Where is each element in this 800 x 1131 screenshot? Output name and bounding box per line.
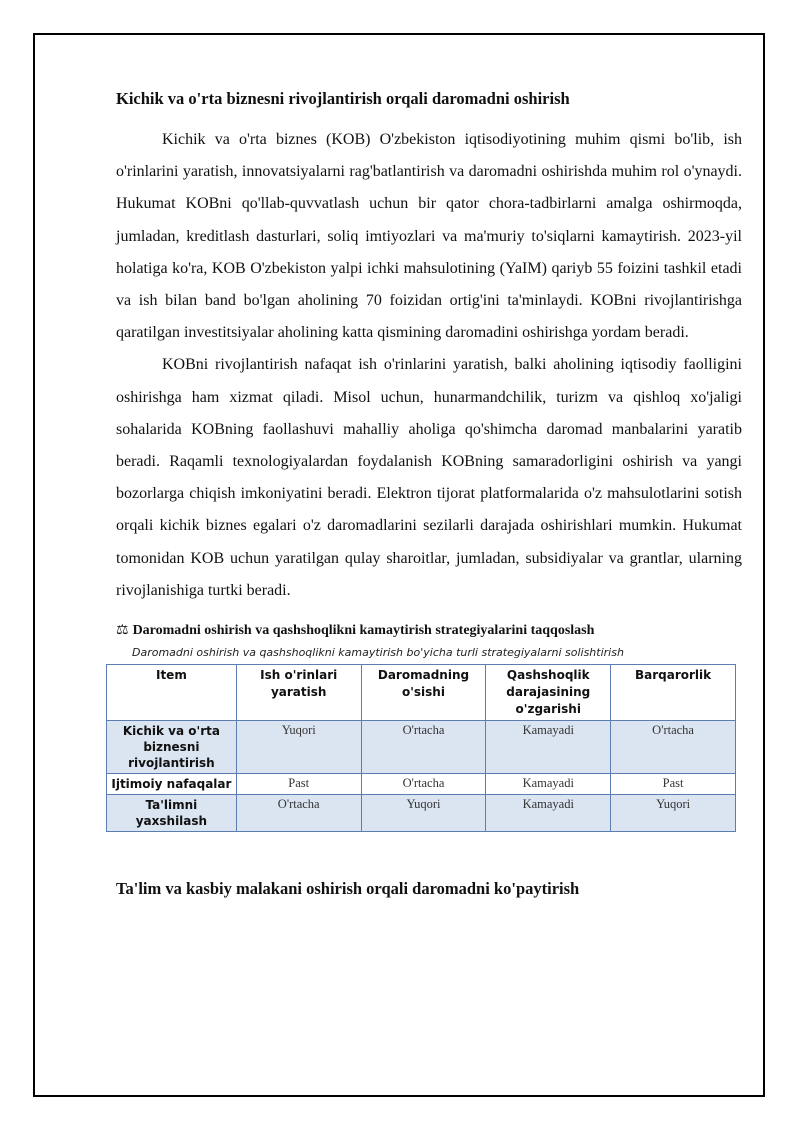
table-subtitle: Daromadni oshirish va qashshoqlikni kamaytirish bo'yicha turli strategiyalarni solishtirish xyxy=(132,646,624,660)
column-header: Item xyxy=(107,665,237,721)
table-cell: Kamayadi xyxy=(486,721,611,774)
table-cell: O'rtacha xyxy=(361,721,486,774)
table-row xyxy=(107,774,736,795)
table-cell: O'rtacha xyxy=(236,795,361,832)
column-header: Qashshoqlik darajasining o'zgarishi xyxy=(486,665,611,721)
column-header: Ish o'rinlari yaratish xyxy=(236,665,361,721)
table-row xyxy=(107,721,736,774)
row-label: Ta'limni yaxshilash xyxy=(107,795,237,832)
column-header: Barqarorlik xyxy=(611,665,736,721)
row-label: Ijtimoiy nafaqalar xyxy=(107,774,237,795)
table-cell: Yuqori xyxy=(236,721,361,774)
table-cell: Kamayadi xyxy=(486,795,611,832)
table-cell: Yuqori xyxy=(611,795,736,832)
table-cell: Past xyxy=(611,774,736,795)
paragraph: KOBni rivojlantirish nafaqat ish o'rinlarini yaratish, balki aholining iqtisodiy faolligini oshirishga ham xizmat qiladi. Misol uchun, hunarmandchilik, turizm va qishloq xo'jaligi sohalarida KOBning faollashuvi mahalliy aholiga qo'shimcha daromad manbalarini yaratib beradi. Raqamli texnologiyalardan foydalanish KOBning samaradorligini oshirish va yangi bozorlarga chiqish imkoniyatini beradi. Elektron tijorat platformalarida o'z mahsulotlarini sotish orqali kichik biznes egalari o'z daromadlarini sezilarli darajada oshirishlari mumkin. Hukumat tomonidan KOB uchun yaratilgan qulay sharoitlar, jumladan, subsidiyalar va grantlar, ularning rivojlanishiga turtki beradi. xyxy=(116,356,742,599)
section-heading: Ta'lim va kasbiy malakani oshirish orqali daromadni ko'paytirish xyxy=(116,879,580,899)
table-header-row xyxy=(107,665,736,721)
table-cell: Yuqori xyxy=(361,795,486,832)
balance-scale-icon: ⚖ xyxy=(116,623,129,639)
table-cell: Kamayadi xyxy=(486,774,611,795)
table-cell: O'rtacha xyxy=(611,721,736,774)
table-row xyxy=(107,795,736,832)
column-header: Daromadning o'sishi xyxy=(361,665,486,721)
table-caption xyxy=(116,621,742,641)
table-cell: Past xyxy=(236,774,361,795)
row-label: Kichik va o'rta biznesni rivojlantirish xyxy=(107,721,237,774)
section-heading: Kichik va o'rta biznesni rivojlantirish orqali daromadni oshirish xyxy=(116,89,570,108)
table-cell: O'rtacha xyxy=(361,774,486,795)
comparison-table xyxy=(106,664,736,832)
document-content xyxy=(111,86,742,902)
paragraph: Kichik va o'rta biznes (KOB) O'zbekiston iqtisodiyotining muhim qismi bo'lib, ish o'rinlarini yaratish, innovatsiyalarni rag'batlantirish va daromadni oshirishda muhim rol o'ynaydi. Hukumat KOBni qo'llab-quvvatlash uchun bir qator chora-tadbirlarni amalga oshirmoqda, jumladan, kreditlash dasturlari, soliq imtiyozlari va ma'muriy to'siqlarni kamaytirish. 2023-yil holatiga ko'ra, KOB O'zbekiston yalpi ichki mahsulotining (YaIM) qariyb 55 foizini tashkil etadi va ish bilan band bo'lgan aholining 70 foizidan ortig'ini ta'minlaydi. KOBni rivojlantirishga qaratilgan investitsiyalar aholining katta qismining daromadini oshirishga yordam beradi. xyxy=(116,131,742,342)
table-caption-text: Daromadni oshirish va qashshoqlikni kamaytirish strategiyalarini taqqoslash xyxy=(132,623,595,639)
